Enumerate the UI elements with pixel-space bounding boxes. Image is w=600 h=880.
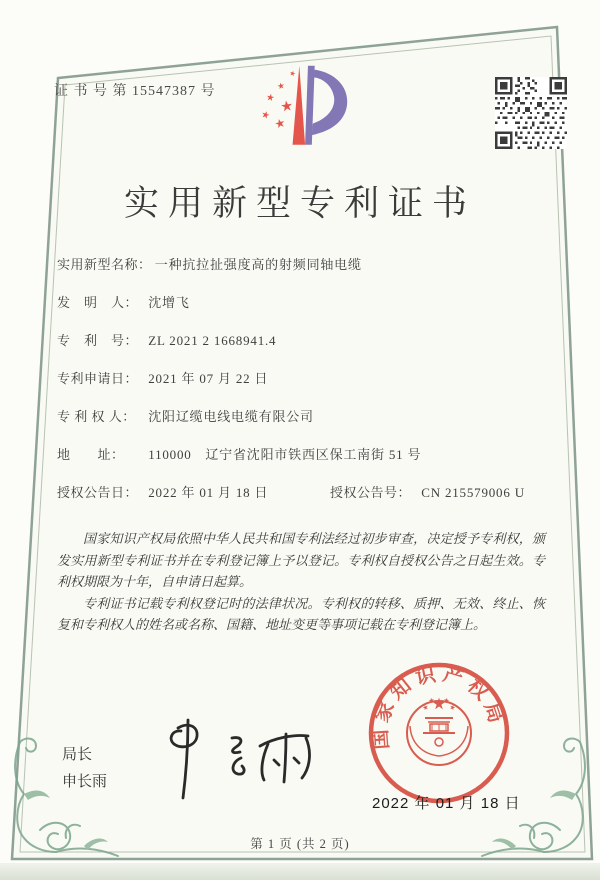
- page-bottom-edge: [0, 863, 600, 880]
- grant-date: 2022 年 01 月 18 日: [148, 485, 269, 500]
- certificate-number: 证 书 号 第 15547387 号: [54, 84, 216, 99]
- field-row-grant: [57, 482, 557, 520]
- grant-publication-no: CN 215579006 U: [421, 485, 525, 500]
- seal-ring-text: 国家知识产权局: [369, 662, 509, 751]
- certificate-fields: [57, 254, 557, 520]
- field-label: 专利申请日：: [57, 371, 139, 386]
- field-value: 沈阳辽缆电线电缆有限公司: [148, 409, 314, 424]
- field-label: 专 利 权 人：: [57, 409, 136, 424]
- field-value: 2021 年 07 月 22 日: [148, 371, 269, 386]
- field-row-name: [57, 254, 557, 292]
- certificate-title: 实用新型专利证书: [123, 184, 476, 223]
- field-value: ZL 2021 2 1668941.4: [148, 333, 277, 348]
- field-label: 授权公告号：: [330, 485, 412, 500]
- legal-text: [57, 528, 545, 636]
- grant-no-group: [330, 482, 525, 501]
- cnipa-logo-icon: [254, 60, 360, 166]
- field-label: 地 址：: [57, 447, 125, 462]
- field-label: 实用新型名称：: [57, 257, 152, 272]
- field-value: 110000 辽宁省沈阳市铁西区保工南街 51 号: [148, 447, 422, 462]
- seal-date: 2022 年 01 月 18 日: [372, 795, 521, 812]
- field-row-patentee: [57, 406, 557, 444]
- page-number: 第 1 页 (共 2 页): [250, 837, 350, 851]
- field-label: 授权公告日：: [57, 485, 139, 500]
- legal-paragraph-2: 专利证书记载专利权登记时的法律状况。专利权的转移、质押、无效、终止、恢复和专利权人的姓名或名称、国籍、地址变更等事项记载在专利登记簿上。: [57, 595, 545, 632]
- qr-code-icon: [495, 77, 567, 149]
- official-seal-icon: [364, 658, 514, 808]
- field-row-filing-date: [57, 368, 557, 406]
- field-row-inventor: [57, 292, 557, 330]
- field-row-address: [57, 444, 557, 482]
- signer-title: 局长: [62, 747, 93, 763]
- legal-paragraph-1: 国家知识产权局依照中华人民共和国专利法经过初步审查，决定授予专利权，颁发实用新型专利证书并在专利登记簿上予以登记。专利权自授权公告之日起生效。专利权期限为十年，自申请日起算。: [57, 531, 545, 589]
- field-value: 沈增飞: [148, 295, 190, 310]
- field-row-patent-no: [57, 330, 557, 368]
- field-value: 一种抗拉扯强度高的射频同轴电缆: [154, 257, 362, 272]
- field-label: 专 利 号：: [57, 333, 139, 348]
- field-label: 发 明 人：: [57, 295, 139, 310]
- signature-shen-changyu-icon: [148, 714, 318, 804]
- signer-name: 申长雨: [62, 774, 108, 790]
- signer-block: [62, 742, 107, 796]
